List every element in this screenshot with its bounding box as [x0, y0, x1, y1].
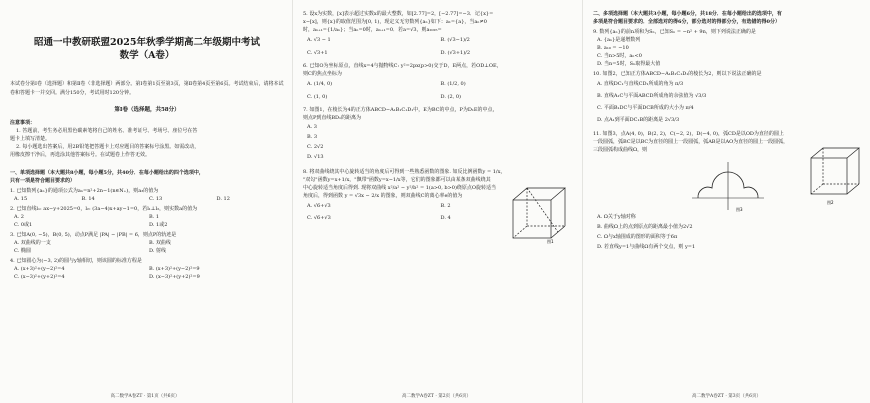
question-10: 10. 如图2，已知正方体ABCD−A₁B₁C₁D₁的棱长为2，则以下说法正确的是	[593, 71, 762, 77]
question-6-line: 6. 已知O为坐标原点，直线x=4与抛物线C: y²=2px(p>0)交于D，E两点，若OD⊥OE，	[303, 63, 502, 69]
option: C. 0或1	[14, 222, 33, 228]
notice-line: 2. 每小题选出答案后，用2B铅笔把答题卡上对应题目的答案标号涂黑。如需改动，	[16, 144, 200, 150]
option: C. 2√2	[307, 144, 324, 150]
option: D. 点A₁到平面DC₁B的距离是 2√3/3	[597, 117, 680, 123]
question-8-line: 8. 将双曲线绕其中心旋转适当的角度后可得到一些熟悉函数的图象. 如反比例函数y = 1/x，	[303, 169, 506, 175]
page-footer: 高二数学A卷ZT · 第2页（共6页）	[402, 394, 471, 399]
option: B. (x+3)²+(y−2)²=9	[149, 266, 200, 272]
option: D. (√3+1)/2	[440, 50, 471, 56]
question-11-line: 三段圆弧构成曲线Ω，则	[593, 147, 648, 153]
exam-subtitle: 数学（A卷）	[119, 50, 175, 61]
option: B. 曲线Ω上的点到原点的距离最小值为2√2	[597, 224, 693, 230]
page-1	[0, 0, 290, 403]
option: B. 双曲线	[149, 240, 171, 246]
question-7-line: 7. 如图1，在棱长为4的正方体ABCD−A₁B₁C₁D₁中，E为BC的中点，P为D₁E的中点，	[303, 107, 498, 113]
question-7-options	[307, 122, 457, 162]
option: D. (2, 0)	[440, 94, 461, 100]
question-8-line: "双勾"函数y=x+1/x，"飘带"函数y=x−1/x等，它们的图象都可以由某条双曲线绕其	[303, 177, 491, 183]
question-5-options	[307, 34, 574, 60]
option: C. 平面B₁DC与平面DCB所成的大小为 π/4	[597, 105, 694, 111]
page-footer: 高二数学A卷ZT · 第1页（共6页）	[110, 394, 180, 399]
option: D. 1或2	[149, 222, 168, 228]
question-3-options	[14, 239, 284, 255]
option: B. (√3−1)/2	[440, 37, 470, 43]
option: A. 15	[14, 196, 28, 202]
figure-2-caption: 图2	[827, 200, 834, 205]
option: D. 4	[440, 215, 451, 221]
question-5-line: 时，aₙ₊₁={1/aₙ}；当aₙ=0时，aₙ₊₁=0．若a=√3，则a₂₀₂₅=	[303, 27, 442, 33]
option: C. 13	[149, 196, 163, 202]
option: D. (x−3)²+(y+2)²=9	[149, 274, 200, 280]
question-9-options	[597, 36, 864, 68]
option: A. √3 − 1	[307, 37, 331, 43]
option: B. 2	[440, 203, 451, 209]
question-5-line: x−[x]，则{x}的取值范围为[0, 1)，现定义无穷数列{aₙ}如下：a₁={a}，当aₙ≠0	[303, 19, 487, 25]
option: A. √6+√3	[307, 203, 331, 209]
question-7-line: 则点P到直线BD₁的距离为	[303, 115, 362, 121]
option: A. 2	[14, 214, 24, 220]
option: A. 直线DC₁与直线CD₁所成的角为 π/3	[597, 81, 684, 87]
figure-3-caption: 图3	[736, 207, 743, 212]
page-footer: 高二数学A卷ZT · 第3页（共6页）	[692, 394, 761, 399]
question-2: 2. 已知直线l₁: ax−y+2025=0，l₂: (3a−4)x+ay−1=0，若l₁⊥l₂，则实数a的值为	[10, 206, 198, 212]
part1-heading-2: 只有一项是符合题目要求的）	[10, 178, 76, 184]
part2-heading-2: 多项是符合题目要求的．全部选对的得6分，部分选对的得部分分，有选错的得0分）	[593, 19, 780, 25]
option: D. √13	[307, 154, 324, 160]
option: A. 3	[307, 124, 317, 130]
exam-title: 昭通一中教研联盟2025年秋季学期高二年级期中考试	[34, 37, 260, 48]
question-3: 3. 已知A(0, −5)，B(0, 5)，动点P满足 |PA| − |PB| = 6，则点P的轨迹是	[10, 232, 177, 238]
option: A. {aₙ}是递增数列	[597, 37, 641, 43]
question-8-line: 角度后，得到函数 y = √3x − 2/x 的图象，则双曲线C的离心率e的值为	[303, 193, 463, 199]
option: A. (1/4, 0)	[307, 81, 333, 87]
option: A. (x+3)²+(y−2)²=4	[14, 266, 65, 272]
question-6-line: 则C的焦点坐标为	[303, 71, 342, 77]
figure-1-caption: 图1	[547, 239, 554, 244]
section1-title: 第Ⅰ卷（选择题，共58分）	[114, 107, 180, 113]
option: B. (1/2, 0)	[440, 81, 466, 87]
option: C. 椭圆	[14, 248, 31, 254]
page-3	[582, 0, 870, 403]
question-1-options	[14, 195, 284, 203]
question-4: 4. 已知圆心为(−3, 2)的圆与y轴相切，则该圆的标准方程是	[10, 258, 142, 264]
part1-heading: 一、单项选择题（本大题共8小题，每小题5分，共40分．在每小题给出的四个选项中，	[10, 170, 204, 176]
option: A. 双曲线的一支	[14, 240, 51, 246]
exam-intro: 本试卷分第Ⅰ卷（选择题）和第Ⅱ卷（非选择题）两部分。第Ⅰ卷第1页至第3页，第Ⅱ卷第4页至第6页。考试结束后，请将本试卷和答题卡一并交回。满分150分，考试用时120分钟。	[10, 81, 284, 96]
option: D. 当n=5时，Sₙ取得最大值	[597, 61, 661, 67]
option: D. 射线	[149, 248, 167, 254]
option: B. 1	[149, 214, 160, 220]
question-9: 9. 数列{aₙ}的前n项和为Sₙ，已知Sₙ = −n² + 9n，则下列说法正确的是	[593, 29, 756, 35]
question-8-line: 中心旋转适当角度后得到. 现将双曲线 x²/a² − y²/b² = 1(a>0, b>0)绕原点O旋转适当	[303, 185, 497, 191]
notice-label: 注意事项：	[10, 120, 36, 126]
option: B. 14	[81, 196, 95, 202]
question-1: 1. 已知数列{aₙ}的通项公式为aₙ=n²+2n−1(n∈N₊)，则a₃的值为	[10, 188, 159, 194]
part2-heading: 二、多项选择题（本大题共3小题，每小题6分，共18分．在每小题给出的选项中，有	[593, 11, 782, 17]
option: D. 若直线y=1与曲线Ω有两个交点，则 y=1	[597, 244, 696, 250]
question-2-options	[14, 213, 284, 229]
option: D. 12	[216, 196, 230, 202]
question-6-options	[307, 78, 574, 104]
question-11-line: 一段圆弧，弧BC是以BC为直径的圆上一段圆弧，弧AB是以AO为直径的圆上一段圆弧，	[593, 139, 789, 145]
option: C. (1, 0)	[307, 94, 328, 100]
option: C. 当n>5时，aₙ<0	[597, 53, 642, 59]
option: B. a₁₀ = −10	[597, 45, 629, 51]
curve-figure-3	[688, 158, 768, 212]
option: A. Ω关于y轴对称	[597, 214, 636, 220]
option: B. 3	[307, 134, 318, 140]
question-4-options	[14, 265, 284, 281]
cube-figure-2	[805, 142, 863, 208]
notice-line: 1. 答题前，考生务必用黑色碳素笔将自己的姓名、准考证号、考场号、座位号在答	[16, 128, 198, 134]
option: B. 直线A₁C与平面ABCD所成角的余弦值为 √3/3	[597, 93, 707, 99]
option: C. √6+√3	[307, 215, 331, 221]
question-11-options	[597, 212, 864, 252]
page-2	[292, 0, 580, 403]
question-11-line: 11. 如图3，点A(4, 0)，B(2, 2)，C(−2, 2)，D(−4, 0)，弧CD是以OD为直径的圆上	[593, 131, 784, 137]
question-5-line: 5. 设x为实数，[x]表示超过实数x的最大整数，如[2.77]=2，[−2.77]=−3．记{x}=	[303, 11, 494, 17]
notice-line: 用橡皮擦干净后，再选涂其他答案标号。在试题卷上作答无效。	[10, 152, 151, 158]
option: C. Ω与x轴围成的图形的面积等于6π	[597, 234, 678, 240]
option: C. (x−3)²+(y+2)²=4	[14, 274, 65, 280]
option: C. √3+1	[307, 50, 328, 56]
question-10-options	[597, 78, 777, 126]
cube-figure-1	[503, 182, 575, 244]
notice-line: 题卡上填写清楚。	[10, 136, 51, 142]
